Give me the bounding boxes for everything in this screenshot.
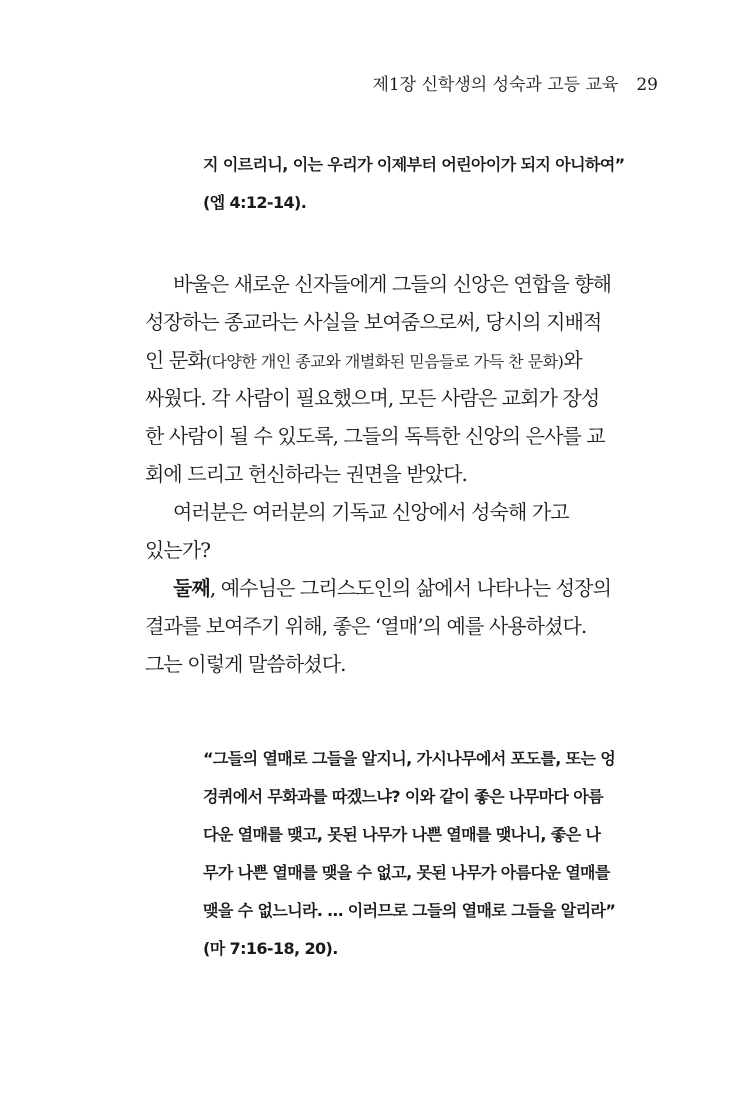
quote-citation: (엡 4:12-14). bbox=[203, 193, 307, 212]
paragraph-line: 싸웠다. 각 사람이 필요했으며, 모든 사람은 교회가 장성 bbox=[145, 386, 600, 410]
paragraph-line: 성장하는 종교라는 사실을 보여줌으로써, 당시의 지배적 bbox=[145, 310, 602, 334]
paragraph-line bbox=[145, 341, 665, 379]
page-number: 29 bbox=[636, 75, 658, 95]
body-text bbox=[145, 265, 665, 683]
text-run: 와 bbox=[563, 348, 582, 372]
quote-line: 맺을 수 없느니라. … 이러므로 그들의 열매로 그들을 알리라” bbox=[203, 901, 616, 920]
scripture-quote-matthew bbox=[203, 740, 663, 968]
quote-line: 지 이르리니, 이는 우리가 이제부터 어린아이가 되지 아니하여” bbox=[203, 155, 625, 174]
scripture-quote-ephesians bbox=[203, 146, 663, 222]
text-run: 인 문화 bbox=[145, 348, 206, 372]
paragraph-line: 한 사람이 될 수 있도록, 그들의 독특한 신앙의 은사를 교 bbox=[145, 424, 605, 448]
text-run: , 예수님은 그리스도인의 삶에서 나타나는 성장의 bbox=[209, 576, 611, 600]
paragraph-line: 회에 드리고 헌신하라는 권면을 받았다. bbox=[145, 462, 468, 486]
paragraph-line: 바울은 새로운 신자들에게 그들의 신앙은 연합을 향해 bbox=[173, 272, 611, 296]
paragraph-line: 여러분은 여러분의 기독교 신앙에서 성숙해 가고 bbox=[173, 500, 569, 524]
running-header bbox=[372, 70, 658, 95]
paragraph-line bbox=[145, 569, 665, 607]
quote-line: “그들의 열매로 그들을 알지니, 가시나무에서 포도를, 또는 엉 bbox=[203, 749, 616, 768]
emphasis-word: 둘째 bbox=[173, 576, 210, 600]
quote-citation: (마 7:16-18, 20). bbox=[203, 939, 338, 958]
paragraph-line: 있는가? bbox=[145, 538, 211, 562]
quote-line: 무가 나쁜 열매를 맺을 수 없고, 못된 나무가 아름다운 열매를 bbox=[203, 863, 610, 882]
paragraph-line: 결과를 보여주기 위해, 좋은 ‘열매’의 예를 사용하셨다. bbox=[145, 614, 587, 638]
paragraph-line: 그는 이렇게 말씀하셨다. bbox=[145, 652, 346, 676]
quote-line: 겅퀴에서 무화과를 따겠느냐? 이와 같이 좋은 나무마다 아름 bbox=[203, 787, 604, 806]
quote-line: 다운 열매를 맺고, 못된 나무가 나쁜 열매를 맺나니, 좋은 나 bbox=[203, 825, 601, 844]
chapter-title: 제1장 신학생의 성숙과 고등 교육 bbox=[372, 75, 619, 95]
parenthetical-note: (다양한 개인 종교와 개별화된 믿음들로 가득 찬 문화) bbox=[205, 352, 564, 371]
